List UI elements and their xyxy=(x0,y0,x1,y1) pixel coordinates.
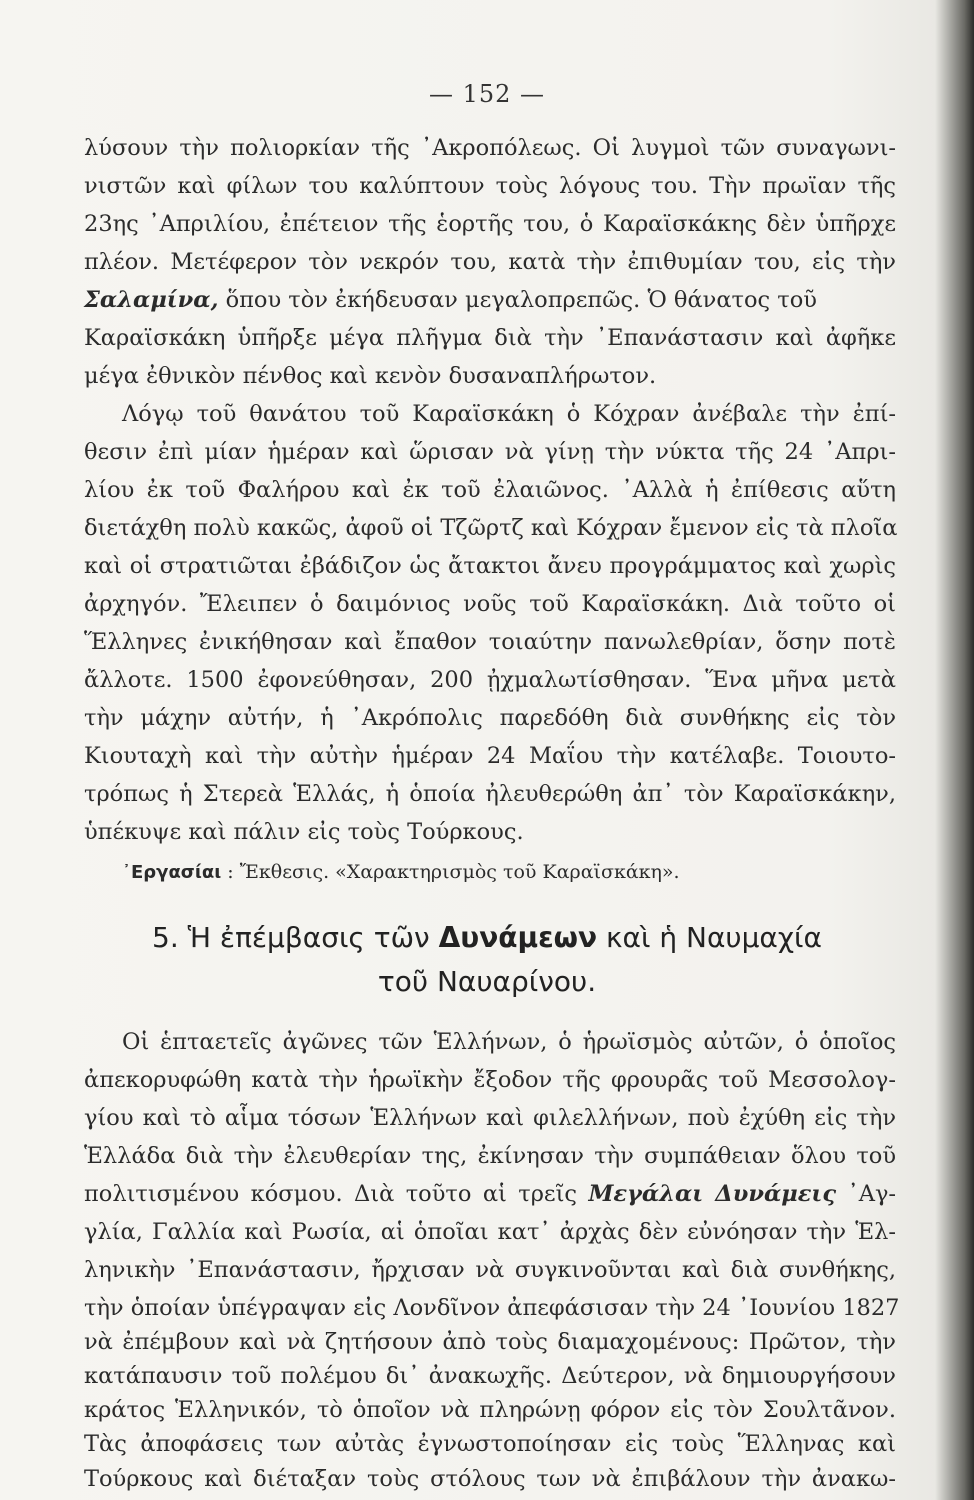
text-line: νιστῶν καὶ φίλων του καλύπτουν τοὺς λόγους του. Τὴν πρωϊαν τῆς xyxy=(84,173,896,199)
section-title-part: τοῦ xyxy=(377,965,429,998)
text-line: νὰ ἐπέμβουν καὶ νὰ ζητήσουν ἀπὸ τοὺς διαμαχομένους: Πρῶτον, τὴν xyxy=(84,1329,896,1355)
text-line: Οἱ ἑπταετεῖς ἀγῶνες τῶν Ἑλλήνων, ὁ ἡρωϊσμὸς αὐτῶν, ὁ ὁποῖος xyxy=(122,1029,896,1055)
text-line: πλέον. Μετέφερον τὸν νεκρόν του, κατὰ τὴν ἐπιθυμίαν του, εἰς τὴν xyxy=(84,249,896,275)
text-line: τὴν ὁποίαν ὑπέγραψαν εἰς Λονδῖνον ἀπεφάσισαν τὴν 24 ᾿Ιουνίου 1827 xyxy=(84,1295,900,1321)
text-line: Ἑλλάδα διὰ τὴν ἐλευθερίαν της, ἐκίνησαν τὴν συμπάθειαν ὅλου τοῦ xyxy=(84,1143,896,1169)
text-line: κράτος Ἑλληνικόν, τὸ ὁποῖον νὰ πληρώνῃ φόρον εἰς τὸν Σουλτᾶνον. xyxy=(84,1397,896,1423)
text-line: Καραϊσκάκη ὑπῆρξε μέγα πλῆγμα διὰ τὴν ᾿Επανάστασιν καὶ ἀφῆκε xyxy=(84,325,896,351)
text-line: ὑπέκυψε καὶ πάλιν εἰς τοὺς Τούρκους. xyxy=(84,819,524,845)
page-number: — 152 — xyxy=(428,80,546,108)
section-title-part: καὶ ἡ xyxy=(606,921,678,954)
section-number: 5. xyxy=(152,921,179,954)
text-line: Τὰς ἀποφάσεις των αὐτὰς ἐγνωστοποίησαν εἰς τοὺς Ἕλληνας καὶ xyxy=(84,1431,896,1457)
section-title-powers: Δυνάμεων xyxy=(438,921,598,954)
text-line: γίου καὶ τὸ αἷμα τόσων Ἑλλήνων καὶ φιλελλήνων, ποὺ ἐχύθη εἰς τὴν xyxy=(84,1105,896,1131)
text-span: πολιτισμένου κόσμου. Διὰ τοῦτο αἱ τρεῖς xyxy=(84,1181,578,1207)
section-heading-line1 xyxy=(0,918,974,958)
exercises-text: : Ἔκθεσις. «Χαρακτηρισμὸς τοῦ Καραϊσκάκη». xyxy=(227,861,680,883)
text-line: ληνικὴν ᾿Επανάστασιν, ἤρχισαν νὰ συγκινοῦνται καὶ διὰ συνθήκης, xyxy=(84,1257,896,1283)
section-title-part: Ναυμαχία xyxy=(686,921,822,954)
text-line: ἀπεκορυφώθη κατὰ τὴν ἡρωϊκὴν ἔξοδον τῆς φρουρᾶς τοῦ Μεσσολογ- xyxy=(84,1067,896,1093)
text-span: ᾿Αγ- xyxy=(847,1181,897,1207)
text-line: 23ης ᾿Απριλίου, ἐπέτειον τῆς ἑορτῆς του, ὁ Καραϊσκάκης δὲν ὑπῆρχε xyxy=(84,211,896,237)
text-line-salamina xyxy=(84,282,896,318)
great-powers-term: Μεγάλαι Δυνάμεις xyxy=(588,1181,837,1207)
text-line-great-powers xyxy=(84,1176,896,1212)
text-line: Τούρκους καὶ διέταξαν τοὺς στόλους των νὰ ἐπιβάλουν τὴν ἀνακω- xyxy=(84,1466,896,1492)
text-line: καὶ οἱ στρατιῶται ἐβάδιζον ὡς ἄτακτοι ἄνευ προγράμματος καὶ χωρὶς xyxy=(84,553,896,579)
text-line: ἄλλοτε. 1500 ἐφονεύθησαν, 200 ᾐχμαλωτίσθησαν. Ἕνα μῆνα μετὰ xyxy=(84,667,896,693)
section-title-part: Ἡ ἐπέμβασις τῶν xyxy=(187,921,430,954)
exercises-line xyxy=(122,854,896,890)
text-line: θεσιν ἐπὶ μίαν ἡμέραν καὶ ὥρισαν νὰ γίνῃ τὴν νύκτα τῆς 24 ᾿Απρι- xyxy=(84,439,896,465)
text-line: μέγα ἐθνικὸν πένθος καὶ κενὸν δυσαναπλήρωτον. xyxy=(84,363,657,389)
text-line: Ἕλληνες ἐνικήθησαν καὶ ἔπαθον τοιαύτην πανωλεθρίαν, ὅσην ποτὲ xyxy=(84,629,896,655)
text-line: Λόγῳ τοῦ θανάτου τοῦ Καραϊσκάκη ὁ Κόχραν ἀνέβαλε τὴν ἐπί- xyxy=(122,401,896,427)
section-title-navarino: Ναυαρίνου. xyxy=(436,965,597,998)
section-heading-line2 xyxy=(0,962,974,1002)
exercises-label: ᾿Εργασίαι xyxy=(122,862,222,883)
text-line: Κιουταχὴ καὶ τὴν αὐτὴν ἡμέραν 24 Μαΐου τὴν κατέλαβε. Τοιουτο- xyxy=(84,743,896,769)
text-line: ἀρχηγόν. Ἔλειπεν ὁ δαιμόνιος νοῦς τοῦ Καραϊσκάκη. Διὰ τοῦτο οἱ xyxy=(84,591,896,617)
text-span: ὅπου τὸν ἐκήδευσαν μεγαλοπρεπῶς. Ὁ θάνατος τοῦ xyxy=(218,287,817,313)
text-line: διετάχθη πολὺ κακῶς, ἀφοῦ οἱ Τζῶρτζ καὶ Κόχραν ἔμενον εἰς τὰ πλοῖα xyxy=(84,515,898,541)
place-name-salamina: Σαλαμίνα, xyxy=(84,287,219,313)
text-line: λύσουν τὴν πολιορκίαν τῆς ᾿Ακροπόλεως. Οἱ λυγμοὶ τῶν συναγωνι- xyxy=(84,135,896,161)
text-line: κατάπαυσιν τοῦ πολέμου δι᾿ ἀνακωχῆς. Δεύτερον, νὰ δημιουργήσουν xyxy=(84,1363,896,1389)
text-line: τὴν μάχην αὐτήν, ἡ ᾿Ακρόπολις παρεδόθη διὰ συνθήκης εἰς τὸν xyxy=(84,705,896,731)
text-line: λίου ἐκ τοῦ Φαλήρου καὶ ἐκ τοῦ ἐλαιῶνος. ᾿Αλλὰ ἡ ἐπίθεσις αὕτη xyxy=(84,477,896,503)
text-line: γλία, Γαλλία καὶ Ρωσία, αἱ ὁποῖαι κατ᾿ ἀρχὰς δὲν εὐνόησαν τὴν Ἑλ- xyxy=(84,1219,896,1245)
text-line: τρόπως ἡ Στερεὰ Ἑλλάς, ἡ ὁποία ἠλευθερώθη ἀπ᾿ τὸν Καραϊσκάκην, xyxy=(84,781,896,807)
